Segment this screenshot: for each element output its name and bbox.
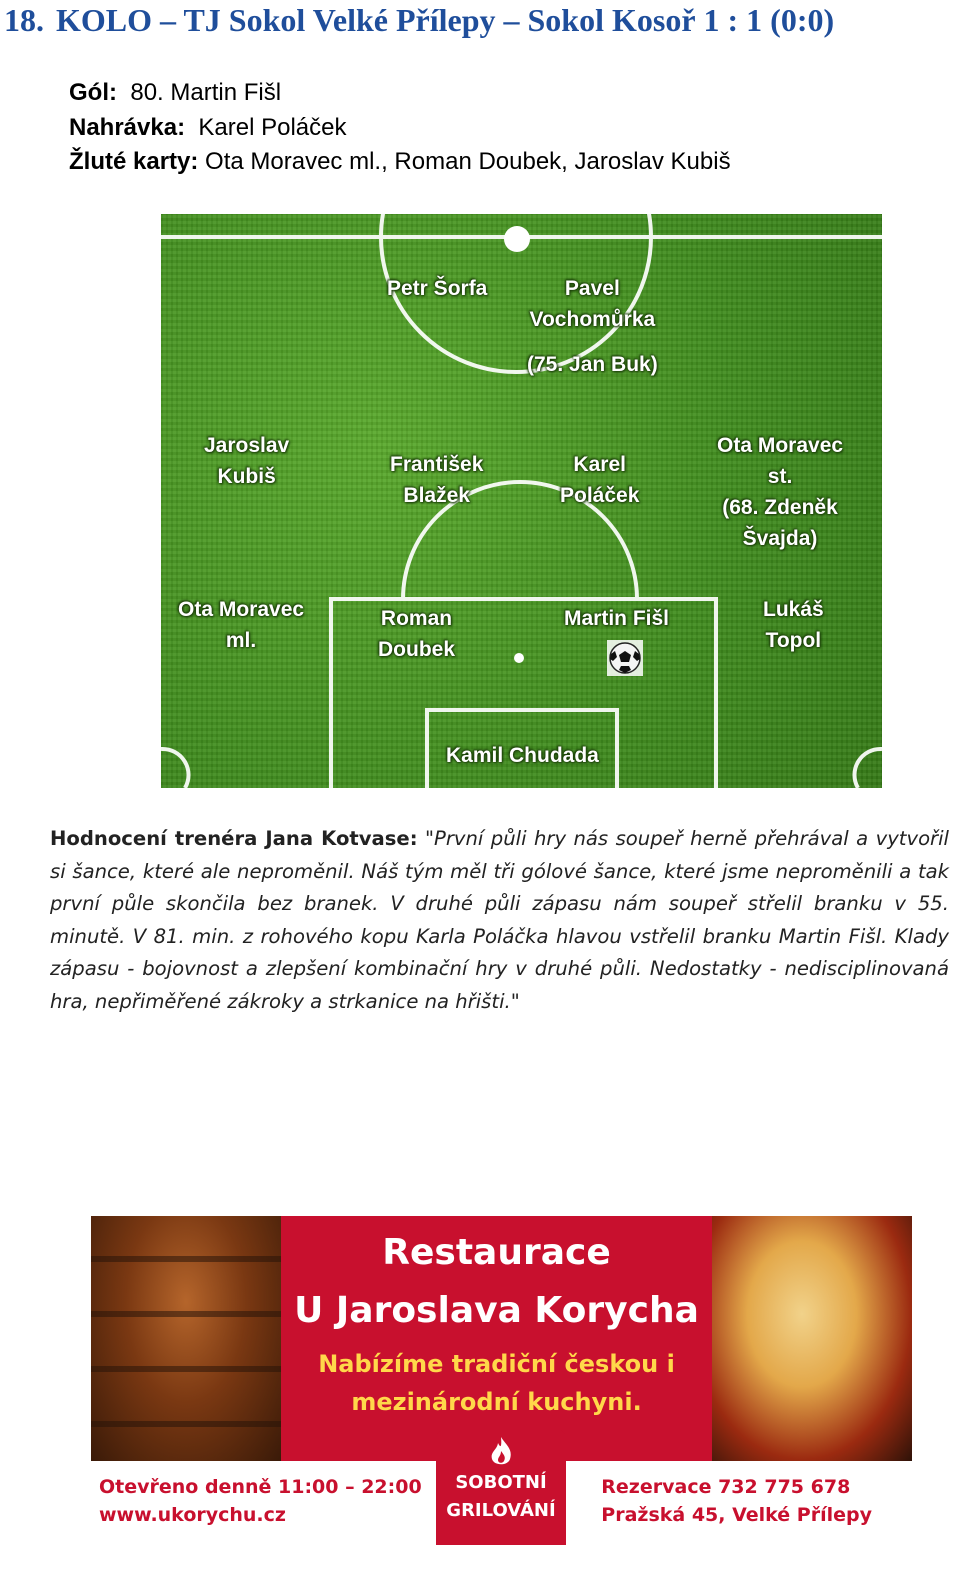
ad-hours-web [99,1473,422,1529]
ad-phone: Rezervace 732 775 678 [601,1476,851,1498]
ad-red-panel [281,1216,712,1461]
ad-web-link[interactable]: www.ukorychu.cz [99,1504,286,1526]
cards-value: Ota Moravec ml., Roman Doubek, Jaroslav Kubiš [205,148,731,175]
coach-label: Hodnocení trenéra Jana Kotvase: [50,827,418,850]
match-info [69,76,731,180]
grilled-meat-image [91,1216,281,1461]
cards-label: Žluté karty: [69,148,199,175]
player-mid-center-left: František Blažek [390,453,484,507]
player-def-left: Ota Moravec ml. [178,598,305,652]
sandwich-fries-image [712,1216,912,1461]
player-def-center-right: Martin Fišl [564,607,670,630]
goal-row [69,76,731,111]
ad-contact [601,1473,872,1529]
player-def-right: Lukáš Topol [763,598,824,652]
player-goalkeeper: Kamil Chudada [446,744,599,767]
badge-line2: GRILOVÁNÍ [446,1500,556,1521]
ad-title-line2: U Jaroslava Korycha [294,1290,699,1331]
match-title: KOLO – TJ Sokol Velké Přílepy – Sokol Kosoř 1 : 1 (0:0) [56,2,835,38]
assist-label: Nahrávka: [69,113,186,141]
goal-value: 80. Martin Fišl [130,79,282,106]
player-forward-right: Pavel Vochomůrka (75. Jan Buk) [527,277,658,376]
player-mid-right: Ota Moravec st. (68. Zdeněk Švajda) [717,434,844,550]
coach-quote: "První půli hry nás soupeř herně přehrával a vytvořil si šance, které ale neproměnil. Náš tým měl tři gólové šance, které jsme neproměnili a tak první půle skončila bez branek. V druhé půli zápasu nám soupeř střelil branku v 55. minutě. V 81. min. z rohového kopu Karla Poláčka hlavou vstřelil branku Martin Fišl. Klady zápasu - bojovnost a zlepšení kombinační hry v druhé půli. Nedostatky - nedisciplinovaná hra, nepřiměřené zákroky a strkanice na hřišti." [50,827,950,1013]
player-def-center-left: Roman Doubek [378,607,456,661]
restaurant-ad[interactable] [91,1216,912,1545]
ad-hours: Otevřeno denně 11:00 – 22:00 [99,1476,422,1498]
lineup-pitch [161,214,882,788]
ad-subtitle-line1: Nabízíme tradiční českou i [318,1350,675,1378]
ad-contact-bar [91,1461,912,1545]
flame-icon [486,1435,516,1469]
assist-value: Karel Poláček [198,113,347,141]
coach-evaluation [50,823,949,1018]
ad-title-line1: Restaurace [382,1232,611,1273]
football-icon [607,640,643,676]
assist-row [69,111,731,146]
player-mid-left: Jaroslav Kubiš [204,434,290,488]
goal-label: Gól: [69,79,117,106]
round-number: 18. [4,2,44,38]
grill-badge [436,1429,566,1545]
player-forward-left: Petr Šorfa [387,277,488,300]
ad-address: Pražská 45, Velké Přílepy [601,1504,872,1526]
badge-line1: SOBOTNÍ [455,1472,547,1493]
page-title [4,0,960,40]
cards-row [69,145,731,180]
player-mid-center-right: Karel Poláček [560,453,640,507]
ad-subtitle-line2: mezinárodní kuchyni. [351,1388,642,1416]
